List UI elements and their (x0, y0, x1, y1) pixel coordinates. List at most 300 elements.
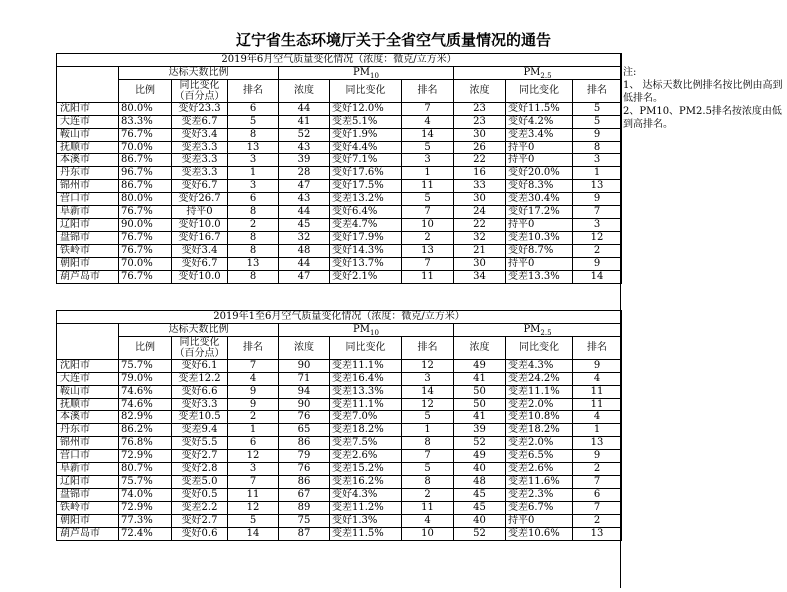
table-row (57, 475, 622, 488)
table-cell: 7 (402, 450, 454, 463)
concentration-header: 浓度 (454, 79, 506, 102)
table-cell: 40 (454, 514, 506, 527)
table-cell: 11 (402, 501, 454, 514)
table-cell: 变差2.6% (330, 450, 402, 463)
table-cell: 86.7% (119, 154, 172, 167)
table-cell: 变差11.1% (330, 359, 402, 372)
city-cell: 大连市 (57, 372, 119, 385)
table-cell: 12 (228, 450, 279, 463)
table-cell: 持平0 (506, 514, 573, 527)
city-cell: 大连市 (57, 115, 119, 128)
table-cell: 83.3% (119, 115, 172, 128)
table-cell: 11 (573, 398, 622, 411)
city-cell: 辽阳市 (57, 218, 119, 231)
table-cell: 变差3.3 (172, 154, 228, 167)
table-cell: 24 (454, 206, 506, 219)
table-cell: 14 (228, 527, 279, 540)
table-cell: 变好4.2% (506, 115, 573, 128)
table-cell: 76.7% (119, 206, 172, 219)
table-cell: 变好7.1% (330, 154, 402, 167)
table-cell: 7 (402, 257, 454, 270)
table-cell: 变差18.2% (506, 424, 573, 437)
table-cell: 变差6.7 (172, 115, 228, 128)
city-cell: 本溪市 (57, 154, 119, 167)
table-cell: 47 (279, 270, 330, 283)
table-cell: 持平0 (506, 154, 573, 167)
column-header-row (57, 336, 622, 359)
table-cell: 变好6.7 (172, 257, 228, 270)
ratio-header: 比例 (119, 79, 172, 102)
table-caption: 2019年1至6月空气质量变化情况（浓度：微克/立方米） (57, 311, 622, 324)
city-cell: 抚顺市 (57, 398, 119, 411)
table-cell: 7 (573, 501, 622, 514)
table-cell: 13 (573, 527, 622, 540)
table-cell: 9 (573, 359, 622, 372)
pm25-header: $PM_{2.5}$ (454, 66, 622, 79)
table-cell: 5 (402, 141, 454, 154)
pm25-header: $PM_{2.5}$ (454, 323, 622, 336)
table-cell: 32 (454, 231, 506, 244)
table-cell: 50 (454, 398, 506, 411)
table-cell: 77.3% (119, 514, 172, 527)
table-cell: 6 (228, 437, 279, 450)
table-cell: 30 (454, 257, 506, 270)
table-cell: 7 (402, 206, 454, 219)
table-cell: 30 (454, 128, 506, 141)
table-cell: 持平0 (172, 206, 228, 219)
table-cell: 变好1.3% (330, 514, 402, 527)
table-row (57, 193, 622, 206)
table-cell: 11 (402, 270, 454, 283)
pm10-header: $PM_{10}$ (279, 66, 454, 79)
table-cell: 87 (279, 527, 330, 540)
notes-divider (620, 53, 621, 588)
table-cell: 44 (279, 102, 330, 115)
table-row (57, 514, 622, 527)
table-cell: 71 (279, 372, 330, 385)
table-cell: 变好2.7 (172, 514, 228, 527)
table-cell: 4 (573, 411, 622, 424)
table-cell: 5 (573, 102, 622, 115)
table-cell: 变差4.7% (330, 218, 402, 231)
table-cell: 80.0% (119, 193, 172, 206)
table-cell: 9 (573, 193, 622, 206)
table-cell: 变好13.7% (330, 257, 402, 270)
city-cell: 鞍山市 (57, 385, 119, 398)
table-cell: 8 (573, 141, 622, 154)
table-row (57, 154, 622, 167)
table-cell: 16 (454, 167, 506, 180)
table-cell: 5 (402, 411, 454, 424)
table-cell: 3 (228, 180, 279, 193)
table-row (57, 527, 622, 540)
table-cell: 变差10.5 (172, 411, 228, 424)
table-cell: 2 (228, 218, 279, 231)
table-cell: 变好17.6% (330, 167, 402, 180)
table-cell: 48 (279, 244, 330, 257)
table-cell: 41 (454, 411, 506, 424)
table-cell: 变差11.2% (330, 501, 402, 514)
table-cell: 8 (228, 231, 279, 244)
table-row (57, 398, 622, 411)
table-cell: 89 (279, 501, 330, 514)
table-cell: 8 (228, 244, 279, 257)
table-cell: 80.7% (119, 463, 172, 476)
table-cell: 70.0% (119, 141, 172, 154)
table-row (57, 385, 622, 398)
table-cell: 3 (573, 154, 622, 167)
table-cell: 52 (279, 128, 330, 141)
table-cell: 变差2.6% (506, 463, 573, 476)
concentration-header: 浓度 (279, 79, 330, 102)
page-title: 辽宁省生态环境厅关于全省空气质量情况的通告 (235, 31, 551, 49)
table-cell: 45 (454, 488, 506, 501)
table-row (57, 450, 622, 463)
table-cell: 86.7% (119, 180, 172, 193)
table-cell: 1 (228, 167, 279, 180)
city-cell: 铁岭市 (57, 501, 119, 514)
city-cell: 锦州市 (57, 180, 119, 193)
table-cell: 变好6.4% (330, 206, 402, 219)
city-cell: 抚顺市 (57, 141, 119, 154)
table-cell: 持平0 (506, 141, 573, 154)
city-cell: 营口市 (57, 193, 119, 206)
table-cell: 变差9.4 (172, 424, 228, 437)
table-cell: 变好2.7 (172, 450, 228, 463)
table-cell: 变好20.0% (506, 167, 573, 180)
notes-panel (623, 66, 785, 131)
table-cell: 变差15.2% (330, 463, 402, 476)
ratio-header: 比例 (119, 336, 172, 359)
table-cell: 变好8.3% (506, 180, 573, 193)
table-cell: 72.9% (119, 501, 172, 514)
table-cell: 变好10.0 (172, 270, 228, 283)
city-header-cell (57, 66, 119, 102)
table-cell: 变差3.3 (172, 167, 228, 180)
table-cell: 5 (573, 115, 622, 128)
table-cell: 7 (228, 359, 279, 372)
table-row (57, 218, 622, 231)
table-cell: 26 (454, 141, 506, 154)
table-cell: 47 (279, 180, 330, 193)
table-cell: 变好6.1 (172, 359, 228, 372)
city-cell: 辽阳市 (57, 475, 119, 488)
table-cell: 3 (402, 154, 454, 167)
table-cell: 变差5.0 (172, 475, 228, 488)
table-cell: 变好5.5 (172, 437, 228, 450)
table-row (57, 359, 622, 372)
table-cell: 变差5.1% (330, 115, 402, 128)
table-cell: 76.7% (119, 270, 172, 283)
table-cell: 变差2.0% (506, 398, 573, 411)
table-cell: 变好17.9% (330, 231, 402, 244)
table-cell: 44 (279, 206, 330, 219)
table-cell: 1 (573, 424, 622, 437)
table-cell: 41 (279, 115, 330, 128)
table-row (57, 206, 622, 219)
table-cell: 22 (454, 154, 506, 167)
table-cell: 变好0.6 (172, 527, 228, 540)
table-cell: 变差2.2 (172, 501, 228, 514)
table-cell: 变差10.6% (506, 527, 573, 540)
table-cell: 43 (279, 141, 330, 154)
table-cell: 2 (573, 514, 622, 527)
table-cell: 变差10.8% (506, 411, 573, 424)
table-cell: 11 (573, 385, 622, 398)
table-cell: 74.6% (119, 398, 172, 411)
table-cell: 变差18.2% (330, 424, 402, 437)
table-cell: 变好11.5% (506, 102, 573, 115)
table-cell: 6 (228, 193, 279, 206)
table-cell: 7 (573, 206, 622, 219)
table-cell: 变差16.4% (330, 372, 402, 385)
table-cell: 45 (454, 501, 506, 514)
table-cell: 13 (228, 141, 279, 154)
column-header-row (57, 79, 622, 102)
table-row (57, 437, 622, 450)
table-cell: 4 (228, 372, 279, 385)
table-cell: 8 (402, 437, 454, 450)
table-cell: 39 (454, 424, 506, 437)
table-row (57, 463, 622, 476)
table-cell: 10 (402, 527, 454, 540)
table-cell: 9 (573, 450, 622, 463)
table-cell: 14 (402, 128, 454, 141)
table-cell: 43 (279, 193, 330, 206)
table-cell: 9 (573, 128, 622, 141)
table-cell: 变差13.2% (330, 193, 402, 206)
table-cell: 11 (402, 180, 454, 193)
table-cell: 变差6.7% (506, 501, 573, 514)
table-cell: 9 (573, 257, 622, 270)
table-cell: 6 (573, 488, 622, 501)
table-cell: 变差11.6% (506, 475, 573, 488)
city-cell: 朝阳市 (57, 257, 119, 270)
table-cell: 12 (228, 501, 279, 514)
table-cell: 13 (573, 437, 622, 450)
city-cell: 阜新市 (57, 206, 119, 219)
city-cell: 沈阳市 (57, 359, 119, 372)
table-cell: 变好3.4 (172, 128, 228, 141)
table-cell: 变差3.3 (172, 141, 228, 154)
table-cell: 变差7.0% (330, 411, 402, 424)
table-cell: 7 (402, 102, 454, 115)
table-cell: 82.9% (119, 411, 172, 424)
table-cell: 变差11.1% (330, 398, 402, 411)
table-cell: 8 (402, 475, 454, 488)
table-cell: 变差13.3% (330, 385, 402, 398)
table-row (57, 141, 622, 154)
table-cell: 21 (454, 244, 506, 257)
table-cell: 变差12.2 (172, 372, 228, 385)
table-row (57, 411, 622, 424)
rank-header: 排名 (573, 79, 622, 102)
table-cell: 1 (573, 167, 622, 180)
table-cell: 94 (279, 385, 330, 398)
table-cell: 7 (573, 475, 622, 488)
table-cell: 2 (402, 488, 454, 501)
table-cell: 变差6.5% (506, 450, 573, 463)
table-cell: 14 (402, 385, 454, 398)
table-cell: 8 (228, 128, 279, 141)
table-row (57, 128, 622, 141)
table-cell: 76.7% (119, 128, 172, 141)
table-cell: 7 (228, 475, 279, 488)
table-row (57, 270, 622, 283)
table-cell: 79.0% (119, 372, 172, 385)
table-row (57, 244, 622, 257)
table-cell: 变差30.4% (506, 193, 573, 206)
table-cell: 变差2.0% (506, 437, 573, 450)
yoy-change-header: 同比变化 (506, 79, 573, 102)
table-row (57, 167, 622, 180)
table-cell: 变好3.3 (172, 398, 228, 411)
table-cell: 4 (402, 115, 454, 128)
table-cell: 13 (402, 244, 454, 257)
yoy-change-header: 同比变化 (330, 336, 402, 359)
table-row (57, 115, 622, 128)
table-cell: 8 (228, 206, 279, 219)
table-row (57, 372, 622, 385)
table-cell: 变好4.4% (330, 141, 402, 154)
table-cell: 变好26.7 (172, 193, 228, 206)
table-cell: 5 (228, 514, 279, 527)
city-cell: 阜新市 (57, 463, 119, 476)
note-item-2: 2、PM10、PM2.5排名按浓度由低到高排名。 (623, 106, 782, 130)
table-cell: 变差7.5% (330, 437, 402, 450)
table-cell: 12 (402, 398, 454, 411)
table-cell: 52 (454, 437, 506, 450)
table-cell: 48 (454, 475, 506, 488)
city-cell: 盘锦市 (57, 488, 119, 501)
city-cell: 锦州市 (57, 437, 119, 450)
table-caption: 2019年6月空气质量变化情况（浓度：微克/立方米） (57, 54, 622, 67)
table-cell: 3 (402, 372, 454, 385)
table-cell: 76.8% (119, 437, 172, 450)
table-row (57, 488, 622, 501)
table-cell: 13 (573, 180, 622, 193)
table-cell: 79 (279, 450, 330, 463)
table-cell: 86.2% (119, 424, 172, 437)
table-cell: 76 (279, 411, 330, 424)
table-cell: 39 (279, 154, 330, 167)
table-cell: 持平0 (506, 257, 573, 270)
pm10-header: $PM_{10}$ (279, 323, 454, 336)
table-cell: 3 (228, 154, 279, 167)
table-cell: 72.4% (119, 527, 172, 540)
table-cell: 变好8.7% (506, 244, 573, 257)
yoy-change-header: 同比变化（百分点） (172, 336, 228, 359)
cumulative-air-quality-table (56, 310, 622, 541)
table-cell: 11 (228, 488, 279, 501)
table-cell: 1 (402, 167, 454, 180)
table-cell: 持平0 (506, 218, 573, 231)
table-row (57, 180, 622, 193)
table-cell: 9 (228, 398, 279, 411)
table-cell: 75.7% (119, 359, 172, 372)
table-cell: 5 (402, 463, 454, 476)
table-cell: 67 (279, 488, 330, 501)
table-cell: 72.9% (119, 450, 172, 463)
city-cell: 鞍山市 (57, 128, 119, 141)
rank-header: 排名 (402, 336, 454, 359)
table-cell: 32 (279, 231, 330, 244)
table-cell: 变好23.3 (172, 102, 228, 115)
rank-header: 排名 (402, 79, 454, 102)
table-cell: 变差4.3% (506, 359, 573, 372)
table-cell: 13 (228, 257, 279, 270)
table-cell: 变差13.3% (506, 270, 573, 283)
table-cell: 变好17.2% (506, 206, 573, 219)
table-cell: 34 (454, 270, 506, 283)
city-header-cell (57, 323, 119, 359)
table-row (57, 501, 622, 514)
table-cell: 76.7% (119, 231, 172, 244)
table-cell: 86 (279, 475, 330, 488)
notes-label: 注: (623, 67, 637, 78)
table-cell: 6 (228, 102, 279, 115)
table-cell: 变差3.4% (506, 128, 573, 141)
table-cell: 1 (402, 424, 454, 437)
table-cell: 变差16.2% (330, 475, 402, 488)
table-cell: 74.6% (119, 385, 172, 398)
table-cell: 变差24.2% (506, 372, 573, 385)
table-cell: 变好17.5% (330, 180, 402, 193)
table-cell: 变好4.3% (330, 488, 402, 501)
table-row (57, 102, 622, 115)
compliance-header: 达标天数比例 (119, 323, 279, 336)
table-cell: 22 (454, 218, 506, 231)
table-cell: 变差11.1% (506, 385, 573, 398)
table-cell: 变差10.3% (506, 231, 573, 244)
table-cell: 变好14.3% (330, 244, 402, 257)
table-cell: 90.0% (119, 218, 172, 231)
table-cell: 65 (279, 424, 330, 437)
table-cell: 4 (573, 372, 622, 385)
table-cell: 2 (402, 231, 454, 244)
city-cell: 盘锦市 (57, 231, 119, 244)
compliance-header: 达标天数比例 (119, 66, 279, 79)
table-cell: 3 (228, 463, 279, 476)
table-cell: 52 (454, 527, 506, 540)
table-cell: 12 (402, 359, 454, 372)
table-cell: 14 (573, 270, 622, 283)
rank-header: 排名 (573, 336, 622, 359)
table-cell: 70.0% (119, 257, 172, 270)
concentration-header: 浓度 (279, 336, 330, 359)
table-cell: 96.7% (119, 167, 172, 180)
table-cell: 28 (279, 167, 330, 180)
city-cell: 丹东市 (57, 167, 119, 180)
table-cell: 45 (279, 218, 330, 231)
table-cell: 12 (573, 231, 622, 244)
yoy-change-header: 同比变化 (330, 79, 402, 102)
table-cell: 5 (402, 193, 454, 206)
table-cell: 41 (454, 372, 506, 385)
table-cell: 90 (279, 359, 330, 372)
city-cell: 本溪市 (57, 411, 119, 424)
table-cell: 75.7% (119, 475, 172, 488)
table-cell: 76.7% (119, 244, 172, 257)
table-cell: 10 (402, 218, 454, 231)
yoy-change-header: 同比变化 (506, 336, 573, 359)
table-cell: 74.0% (119, 488, 172, 501)
table-cell: 2 (573, 463, 622, 476)
table-cell: 75 (279, 514, 330, 527)
table-row (57, 424, 622, 437)
table-cell: 变好6.6 (172, 385, 228, 398)
table-cell: 50 (454, 385, 506, 398)
